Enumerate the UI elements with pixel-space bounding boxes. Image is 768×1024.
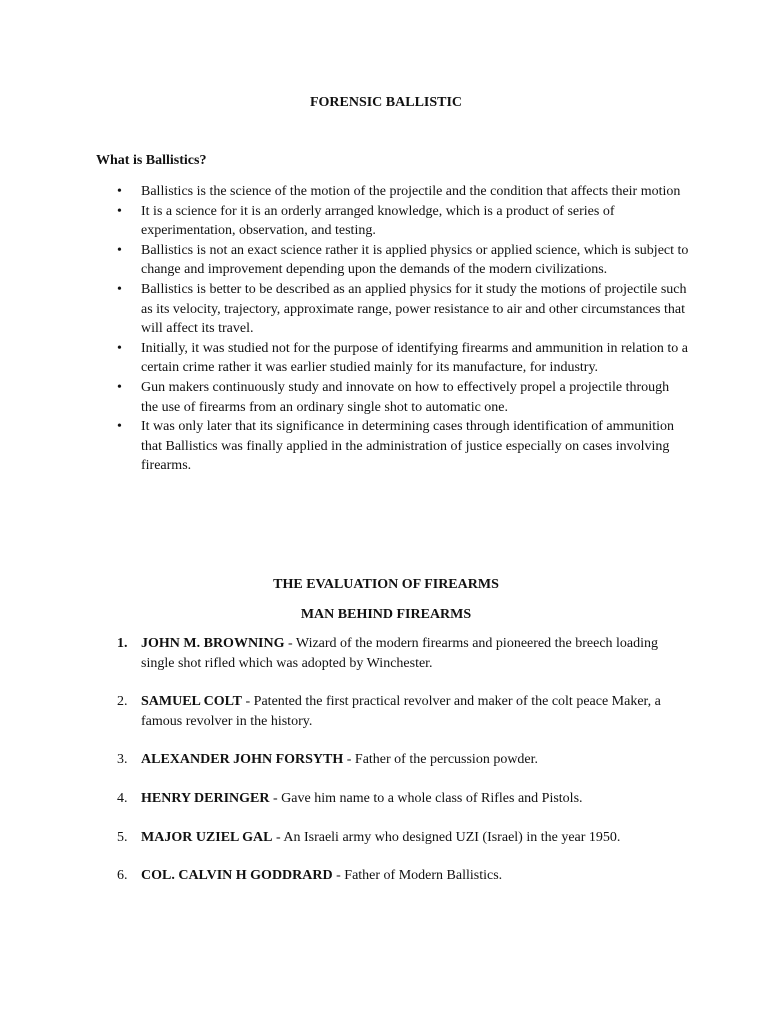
bullet-icon: • [117, 419, 122, 435]
person-name: MAJOR UZIEL GAL [141, 829, 273, 845]
person-number: 1. [117, 636, 128, 651]
person-number: 4. [117, 790, 128, 806]
person-item-goddrard [0, 866, 681, 886]
bullet-item [0, 241, 689, 280]
bullet-icon: • [117, 379, 122, 395]
bullet-text: Ballistics is not an exact science rather it is applied physics or applied science, which is subject to change and improvement depending upon the demands of the modern civilizations. [141, 242, 689, 278]
person-description: - Father of the percussion powder. [343, 752, 539, 768]
person-name: JOHN M. BROWNING [141, 636, 285, 651]
bullet-icon: • [117, 184, 122, 199]
person-description: - Wizard of the modern firearms and pioneered the breech loading single shot rifled which was adopted by Winchester. [141, 636, 659, 671]
people-list [0, 634, 768, 905]
bullet-text: It is a science for it is an orderly arranged knowledge, which is a product of series of experimentation, observation, and testing. [141, 203, 615, 239]
bullet-item [0, 202, 689, 241]
person-item-deringer [0, 789, 681, 809]
heading-man-behind-firearms: MAN BEHIND FIREARMS [300, 607, 472, 622]
person-item-gal [0, 828, 681, 848]
person-item-forsyth [0, 750, 681, 770]
person-name: COL. CALVIN H GODDRARD [141, 868, 333, 884]
bullet-icon: • [117, 203, 122, 219]
person-number: 2. [117, 694, 128, 710]
bullet-item [0, 339, 689, 378]
bullet-icon: • [117, 340, 122, 356]
person-description: - Father of Modern Ballistics. [332, 868, 503, 884]
heading-evaluation-of-firearms: THE EVALUATION OF FIREARMS [273, 577, 499, 592]
section-heading-what-is-ballistics: What is Ballistics? [96, 153, 207, 168]
person-number: 3. [117, 752, 128, 768]
bullet-icon: • [117, 242, 122, 258]
ballistics-bullet-list [0, 182, 768, 476]
person-name: SAMUEL COLT [141, 694, 243, 710]
bullet-text: Gun makers continuously study and innovate on how to effectively propel a projectile through the use of firearms from an ordinary single shot to automatic one. [141, 379, 670, 415]
person-item-browning [0, 634, 681, 673]
person-name: HENRY DERINGER [141, 790, 270, 806]
person-description: - Patented the first practical revolver and maker of the colt peace Maker, a famous revolver in the history. [141, 694, 661, 729]
person-number: 5. [117, 829, 128, 845]
bullet-text: Ballistics is the science of the motion of the projectile and the condition that affects their motion [141, 184, 681, 199]
bullet-text: Initially, it was studied not for the purpose of identifying firearms and ammunition in relation to a certain crime rather it was earlier studied mainly for its manufacture, for industry. [141, 340, 688, 376]
bullet-item [0, 280, 689, 339]
bullet-item [0, 182, 689, 202]
document-title: FORENSIC BALLISTIC [309, 95, 463, 110]
person-number: 6. [117, 868, 128, 884]
person-name: ALEXANDER JOHN FORSYTH [141, 752, 344, 768]
person-description: - An Israeli army who designed UZI (Israel) in the year 1950. [272, 829, 621, 845]
person-description: - Gave him name to a whole class of Rifles and Pistols. [269, 790, 583, 806]
bullet-item [0, 417, 689, 476]
bullet-text: It was only later that its significance in determining cases through identification of ammunition that Ballistics was finally applied in the administration of justice especially on cases involving firearms. [141, 419, 675, 474]
bullet-text: Ballistics is better to be described as an applied physics for it study the motions of projectile such as its velocity, trajectory, approximate range, power resistance to air and other circumstances that will affect its travel. [141, 281, 687, 337]
person-item-colt [0, 692, 681, 731]
bullet-icon: • [117, 281, 122, 297]
bullet-item [0, 378, 689, 417]
